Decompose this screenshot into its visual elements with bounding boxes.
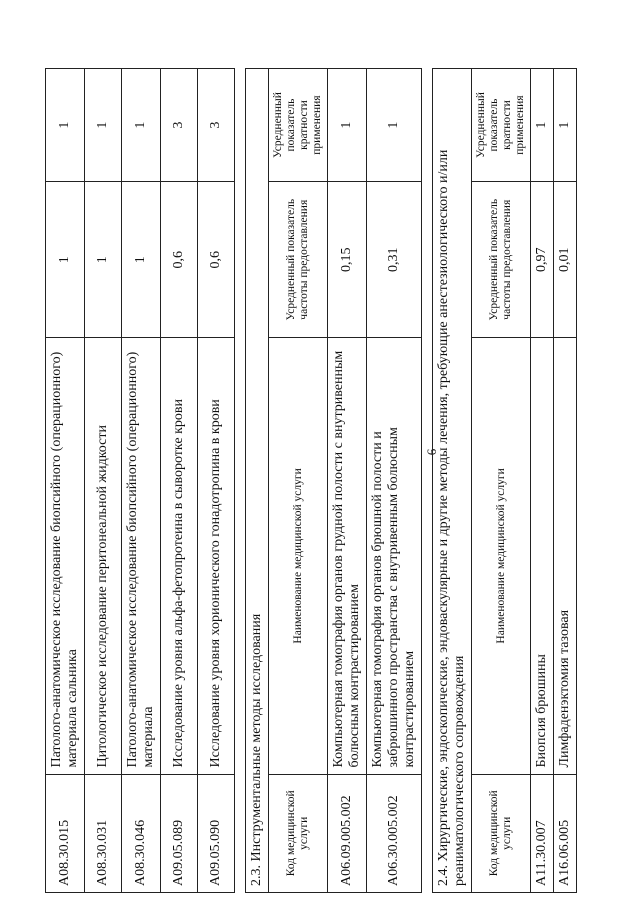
service-code: A08.30.046 bbox=[122, 774, 161, 892]
multiplicity-value: 3 bbox=[161, 69, 198, 182]
header-code: Код медицинской услуги bbox=[472, 774, 531, 892]
multiplicity-value: 1 bbox=[328, 69, 367, 182]
frequency-value: 0,31 bbox=[367, 182, 422, 338]
frequency-value: 0,6 bbox=[161, 182, 198, 338]
services-table bbox=[45, 68, 577, 893]
table-row bbox=[122, 69, 161, 893]
service-name: Лимфаденэктомия тазовая bbox=[554, 338, 577, 774]
frequency-value: 0,15 bbox=[328, 182, 367, 338]
service-code: A06.09.005.002 bbox=[328, 774, 367, 892]
multiplicity-value: 1 bbox=[367, 69, 422, 182]
spacer bbox=[422, 69, 433, 893]
service-name: Биопсия брюшины bbox=[531, 338, 554, 774]
page-number: 6 bbox=[424, 448, 439, 456]
service-name: Патолого-анатомическое исследование биопсийного (операционного) материала bbox=[122, 338, 161, 774]
spacer bbox=[235, 69, 246, 893]
table-header-row bbox=[472, 69, 531, 893]
section-title-row bbox=[246, 69, 269, 893]
table-gap bbox=[235, 69, 246, 893]
table-row bbox=[554, 69, 577, 893]
section-title: 2.3. Инструментальные методы исследования bbox=[246, 69, 269, 893]
table-header-row bbox=[269, 69, 328, 893]
table-row bbox=[367, 69, 422, 893]
service-name: Цитологическое исследование перитонеальной жидкости bbox=[85, 338, 122, 774]
table-row bbox=[531, 69, 554, 893]
header-multiplicity: Усредненный показатель кратности применения bbox=[472, 69, 531, 182]
table-row bbox=[198, 69, 235, 893]
service-name: Патолого-анатомическое исследование биопсийного (операционного) материала сальника bbox=[46, 338, 85, 774]
frequency-value: 0,6 bbox=[198, 182, 235, 338]
header-name: Наименование медицинской услуги bbox=[269, 338, 328, 774]
service-code: A08.30.031 bbox=[85, 774, 122, 892]
section-title-row bbox=[433, 69, 472, 893]
table-row bbox=[161, 69, 198, 893]
section-title: 2.4. Хирургические, эндоскопические, эндоваскулярные и другие методы лечения, требующие анестезиологического и/или реаниматологического сопровождения bbox=[433, 69, 472, 893]
table-row bbox=[46, 69, 85, 893]
header-code: Код медицинской услуги bbox=[269, 774, 328, 892]
header-name: Наименование медицинской услуги bbox=[472, 338, 531, 774]
service-code: A11.30.007 bbox=[531, 774, 554, 892]
service-code: A08.30.015 bbox=[46, 774, 85, 892]
multiplicity-value: 1 bbox=[85, 69, 122, 182]
rotated-page-content bbox=[45, 68, 572, 893]
header-multiplicity: Усредненный показатель кратности применения bbox=[269, 69, 328, 182]
frequency-value: 1 bbox=[122, 182, 161, 338]
frequency-value: 0,97 bbox=[531, 182, 554, 338]
table-gap bbox=[422, 69, 433, 893]
multiplicity-value: 1 bbox=[554, 69, 577, 182]
service-code: A09.05.089 bbox=[161, 774, 198, 892]
service-name: Компьютерная томография органов брюшной полости и забрюшинного пространства с внутривенным болюсным контрастированием bbox=[367, 338, 422, 774]
service-code: A06.30.005.002 bbox=[367, 774, 422, 892]
service-name: Исследование уровня альфа-фетопротеина в сыворотке крови bbox=[161, 338, 198, 774]
frequency-value: 1 bbox=[46, 182, 85, 338]
frequency-value: 0,01 bbox=[554, 182, 577, 338]
multiplicity-value: 1 bbox=[122, 69, 161, 182]
service-code: A16.06.005 bbox=[554, 774, 577, 892]
table-row bbox=[328, 69, 367, 893]
service-name: Исследование уровня хорионического гонадотропина в крови bbox=[198, 338, 235, 774]
multiplicity-value: 3 bbox=[198, 69, 235, 182]
service-name: Компьютерная томография органов грудной полости с внутривенным болюсным контрастированием bbox=[328, 338, 367, 774]
header-frequency: Усредненный показатель частоты предоставления bbox=[472, 182, 531, 338]
frequency-value: 1 bbox=[85, 182, 122, 338]
header-frequency: Усредненный показатель частоты предоставления bbox=[269, 182, 328, 338]
table-row bbox=[85, 69, 122, 893]
multiplicity-value: 1 bbox=[46, 69, 85, 182]
multiplicity-value: 1 bbox=[531, 69, 554, 182]
service-code: A09.05.090 bbox=[198, 774, 235, 892]
